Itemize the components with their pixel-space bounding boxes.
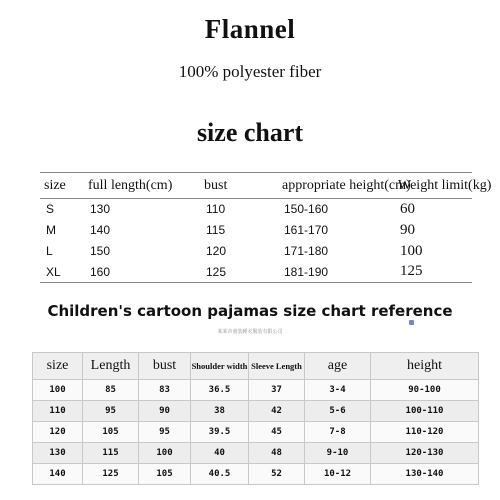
adult-col-full-length: full length(cm): [84, 173, 200, 199]
table-cell: 83: [139, 380, 191, 401]
table-cell: 150: [90, 244, 111, 258]
table-cell: 115: [83, 443, 139, 464]
kids-col-sleeve-length: Sleeve Length: [249, 353, 305, 380]
table-cell: 161-170: [284, 223, 329, 237]
table-cell: 100-110: [371, 401, 479, 422]
adult-col-bust: bust: [200, 173, 278, 199]
table-cell: 110: [33, 401, 83, 422]
material-text: 100% polyester fiber: [178, 62, 322, 81]
table-cell: 105: [139, 464, 191, 485]
table-cell: 42: [249, 401, 305, 422]
table-cell: 9-10: [305, 443, 371, 464]
table-cell: M: [46, 223, 56, 237]
table-cell: 100: [33, 380, 83, 401]
table-cell: 85: [83, 380, 139, 401]
table-row: [33, 401, 479, 422]
table-row: [40, 262, 472, 283]
table-cell: 171-180: [284, 244, 329, 258]
kids-chart-heading: Children's cartoon pajamas size chart reference: [47, 302, 453, 320]
table-cell: 90: [400, 221, 415, 238]
table-cell: 40: [191, 443, 249, 464]
table-cell: 100: [139, 443, 191, 464]
table-cell: 120: [206, 244, 227, 258]
table-row: [40, 199, 472, 220]
table-cell: 120: [33, 422, 83, 443]
adult-col-height: appropriate height(cm): [278, 173, 394, 199]
table-cell: 105: [83, 422, 139, 443]
kids-chart-note: 某某市童装睡衣服装有限公司: [217, 329, 283, 335]
table-cell: 48: [249, 443, 305, 464]
kids-size-table: [32, 352, 479, 485]
adult-table-header-row: [40, 173, 472, 199]
kids-col-size: size: [33, 353, 83, 380]
table-cell: 38: [191, 401, 249, 422]
kids-col-bust: bust: [139, 353, 191, 380]
kids-table-header-row: [33, 353, 479, 380]
table-cell: 110: [206, 202, 226, 217]
adult-col-weight: Weight limit(kg): [394, 173, 472, 199]
kids-col-shoulder-width: Shoulder width: [191, 353, 249, 380]
adult-col-size: size: [40, 173, 84, 199]
kids-col-height: height: [371, 353, 479, 380]
table-cell: 10-12: [305, 464, 371, 485]
table-cell: 130: [90, 202, 111, 217]
product-title: Flannel: [204, 14, 296, 44]
table-cell: L: [46, 244, 53, 258]
size-chart-heading: size chart: [196, 118, 304, 147]
table-cell: 140: [90, 223, 111, 237]
table-cell: 125: [394, 262, 472, 283]
table-cell: 40.5: [191, 464, 249, 485]
table-cell: 181-190: [278, 262, 394, 283]
adult-size-table: [40, 172, 492, 283]
marker-icon: [409, 320, 414, 325]
table-cell: 7-8: [305, 422, 371, 443]
table-cell: 37: [249, 380, 305, 401]
kids-col-length: Length: [83, 353, 139, 380]
table-cell: 125: [200, 262, 278, 283]
kids-col-age: age: [305, 353, 371, 380]
table-cell: 115: [206, 223, 226, 237]
table-row: [40, 241, 472, 262]
table-row: [33, 443, 479, 464]
table-cell: 110-120: [371, 422, 479, 443]
table-cell: 120-130: [371, 443, 479, 464]
table-cell: XL: [40, 262, 84, 283]
table-cell: S: [46, 202, 55, 217]
table-cell: 36.5: [191, 380, 249, 401]
table-cell: 60: [400, 200, 415, 217]
table-cell: 130-140: [371, 464, 479, 485]
table-cell: 52: [249, 464, 305, 485]
table-cell: 160: [84, 262, 200, 283]
table-cell: 90-100: [371, 380, 479, 401]
table-row: [40, 220, 472, 241]
table-cell: 95: [139, 422, 191, 443]
table-cell: 150-160: [284, 202, 329, 217]
table-row: [33, 422, 479, 443]
table-cell: 130: [33, 443, 83, 464]
table-cell: 39.5: [191, 422, 249, 443]
table-cell: 3-4: [305, 380, 371, 401]
table-cell: 95: [83, 401, 139, 422]
table-cell: 125: [83, 464, 139, 485]
table-cell: 5-6: [305, 401, 371, 422]
table-row: [33, 464, 479, 485]
table-cell: 140: [33, 464, 83, 485]
table-cell: 100: [400, 242, 423, 259]
table-cell: 45: [249, 422, 305, 443]
table-cell: 90: [139, 401, 191, 422]
table-row: [33, 380, 479, 401]
